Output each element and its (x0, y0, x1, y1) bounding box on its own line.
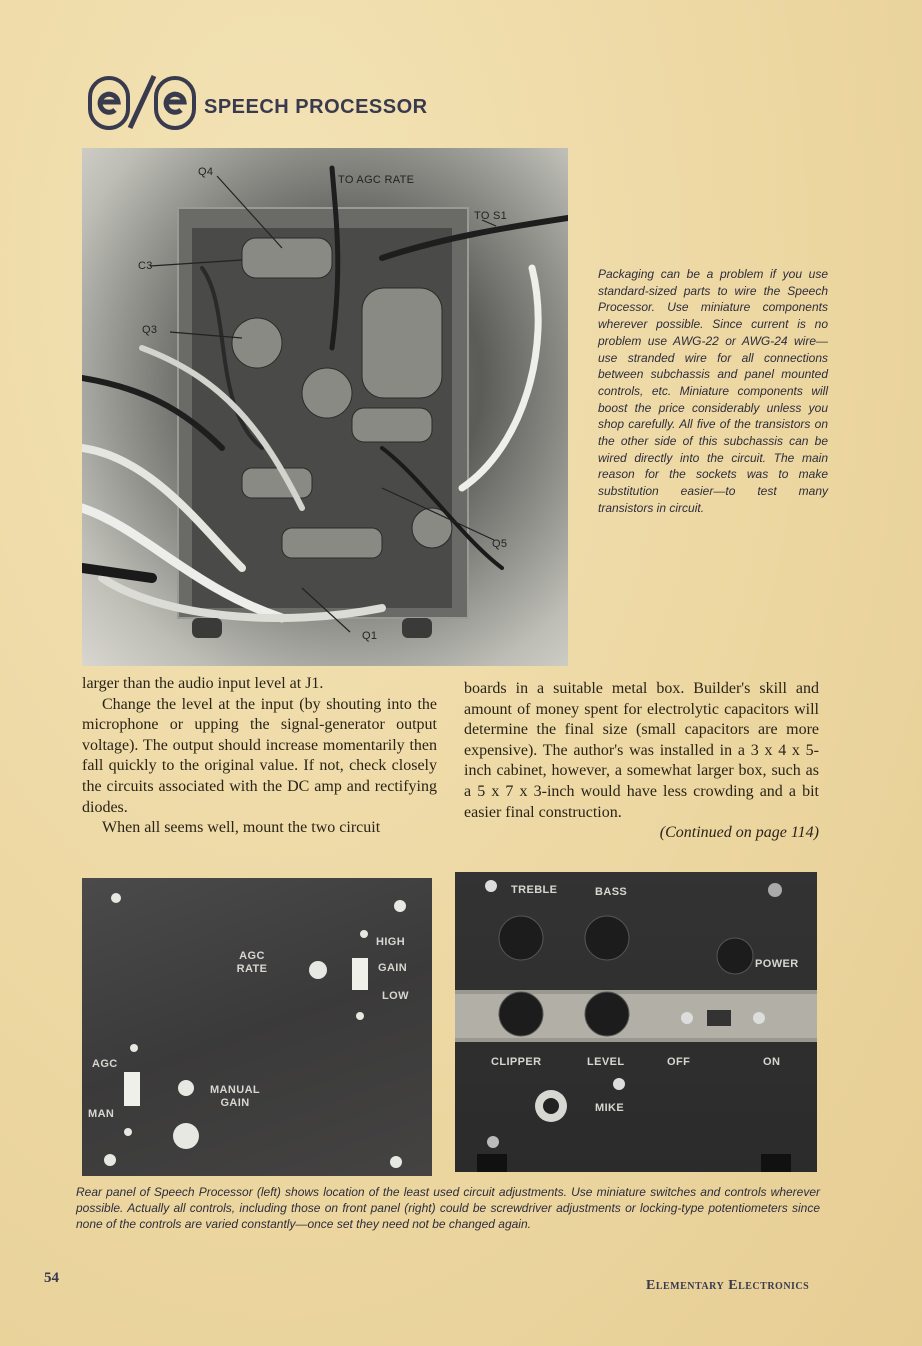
body-column-right (464, 679, 819, 844)
subchassis-illustration (82, 148, 568, 666)
label-mike: MIKE (595, 1102, 625, 1114)
front-panel-illustration (455, 872, 817, 1172)
body-paragraph: When all seems well, mount the two circuit (102, 819, 381, 837)
label-level: LEVEL (587, 1056, 625, 1068)
label-agc-rate: AGC RATE (236, 950, 268, 975)
photo-caption: Packaging can be a problem if you use standard-sized parts to wire the Speech Processor. Use miniature components wherever possible. Since current is no problem use AWG-22 or AWG-24 wire—use stranded wire for all connections between subchassis and panel mounted controls, etc. Miniature components will boost the price considerably unless you shop carefully. All five of the transistors on the other side of this subchassis can be wired directly into the circuit. The main reason for the sockets was to make substitution easier—to test many transistors in circuit. (598, 267, 828, 515)
label-treble: TREBLE (511, 884, 558, 896)
ee-logo-icon (86, 72, 198, 132)
label-manual-gain: MANUAL GAIN (209, 1084, 261, 1109)
body-column-left (82, 674, 437, 839)
label-man: MAN (88, 1108, 115, 1120)
continued-link: (Continued on page 114) (659, 824, 819, 842)
label-low: LOW (382, 990, 409, 1002)
article-title: SPEECH PROCESSOR (204, 96, 428, 118)
label-agc: AGC (92, 1058, 118, 1070)
label-q5: Q5 (492, 538, 508, 550)
label-q4: Q4 (198, 166, 214, 178)
label-to-agc-rate: TO AGC RATE (338, 174, 415, 186)
label-q3: Q3 (142, 324, 158, 336)
label-bass: BASS (595, 886, 628, 898)
label-c3: C3 (138, 260, 153, 272)
body-paragraph: boards in a suitable metal box. Builder's skill and amount of money spent for electrolytic capacitors will determine the final size (small capacitors are more expensive). The author's was installed in a 3 x 4 x 5-inch cabinet, however, a somewhat larger box, such as a 5 x 7 x 3-inch would have less crowding and a bit easier final construction. (464, 680, 819, 821)
rear-panel-illustration (82, 878, 432, 1176)
rear-panel-photo (82, 878, 432, 1176)
label-clipper: CLIPPER (491, 1056, 542, 1068)
body-paragraph: larger than the audio input level at J1. (82, 675, 324, 692)
ee-logo (86, 72, 198, 132)
panel-photos-caption: Rear panel of Speech Processor (left) shows location of the least used circuit adjustments. Use miniature switches and controls wherever possible. Actually all controls, including those on front panel (right) could be screwdriver adjustments or locking-type potentiometers since none of the controls are varied constantly—once set they need not be changed again. (76, 1185, 820, 1231)
label-off: OFF (667, 1056, 691, 1068)
front-panel-photo (455, 872, 817, 1172)
label-gain: GAIN (378, 962, 408, 974)
label-power: POWER (755, 958, 799, 970)
label-on: ON (763, 1056, 781, 1068)
subchassis-photo (82, 148, 568, 666)
label-high: HIGH (376, 936, 406, 948)
magazine-name: Elementary Electronics (646, 1278, 810, 1293)
label-to-s1: TO S1 (474, 210, 508, 222)
label-q1: Q1 (362, 630, 378, 642)
page-number: 54 (44, 1270, 59, 1286)
body-paragraph: Change the level at the input (by shouting into the microphone or upping the signal-generator output voltage). The output should increase momentarily then fall quickly to the original value. If not, check closely the circuits associated with the DC amp and rectifying diodes. (82, 695, 437, 816)
